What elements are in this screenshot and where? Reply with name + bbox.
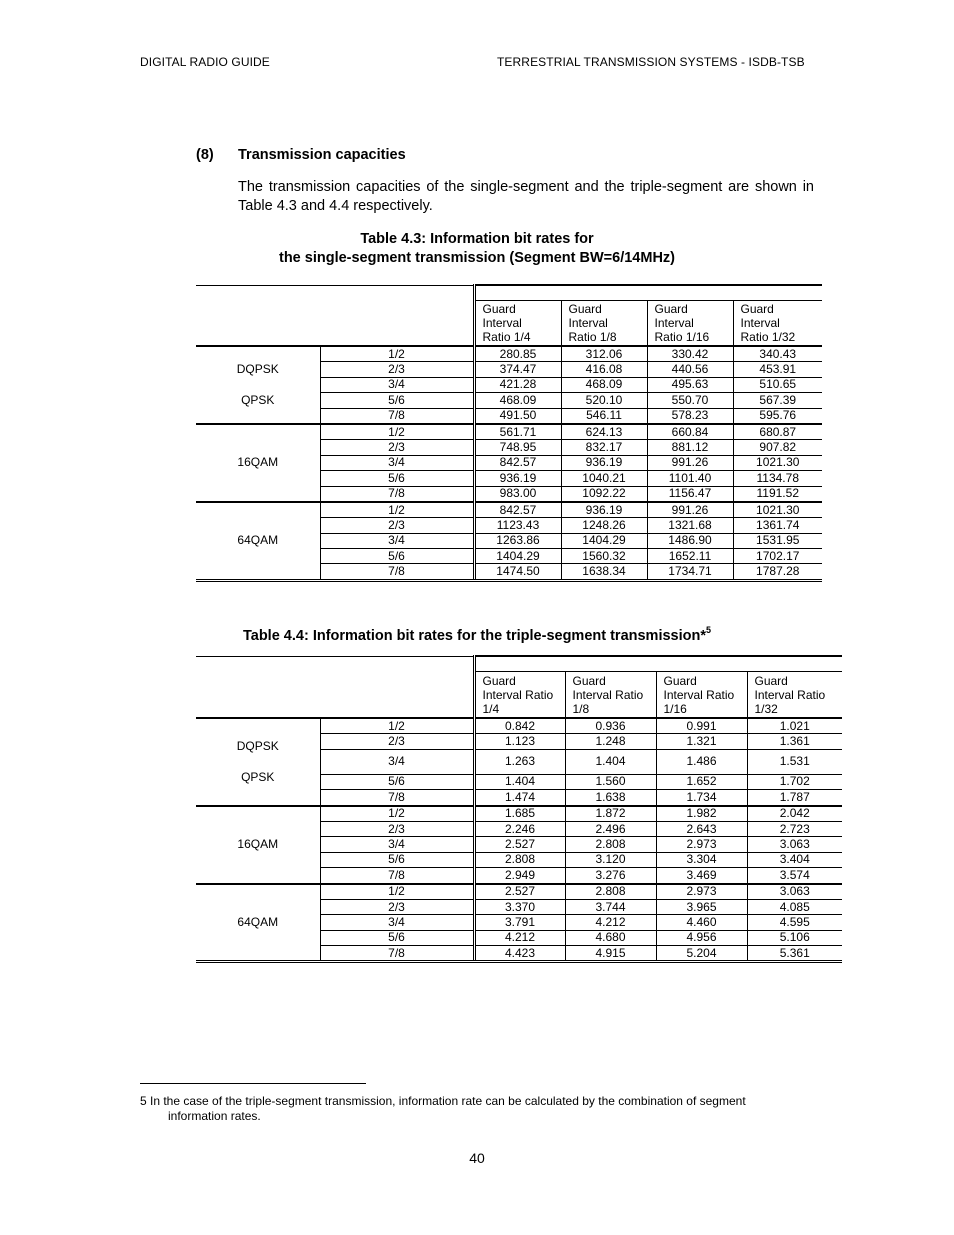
rate-value-cell: 1652.11: [647, 549, 733, 564]
rate-value-cell: 1.123: [474, 734, 565, 749]
rate-value-cell: 3.304: [656, 852, 747, 867]
rate-value-cell: 748.95: [474, 440, 561, 455]
header-carrier-modulation: [196, 656, 320, 718]
guard-interval-header-line: Guard: [482, 302, 516, 316]
guard-interval-header-line: 1/8: [572, 701, 590, 716]
modulation-label: DQPSK: [236, 361, 279, 376]
rate-value-cell: 832.17: [561, 440, 647, 455]
rate-value-cell: 468.09: [561, 377, 647, 392]
header-row: [196, 285, 822, 301]
header-information-rates: [474, 656, 842, 672]
guard-interval-header-line: Interval Ratio: [663, 687, 735, 702]
rate-value-cell: 3.276: [565, 868, 656, 884]
guard-interval-header-line: Guard: [568, 302, 602, 316]
footnote-separator: [140, 1083, 366, 1084]
modulation-spacer: [196, 753, 320, 771]
convolutional-code-cell: 3/4: [320, 533, 474, 548]
rate-value-cell: 991.26: [647, 502, 733, 518]
modulation-label: 64QAM: [237, 914, 279, 929]
guard-interval-header: [474, 672, 565, 719]
convolutional-code-cell: 1/2: [320, 346, 474, 362]
carrier-modulation-cell: [196, 806, 320, 884]
rate-value-cell: 1321.68: [647, 518, 733, 533]
convolutional-code-cell: 7/8: [320, 790, 474, 806]
rate-value-cell: 3.574: [747, 868, 842, 884]
rate-value-cell: 1404.29: [561, 533, 647, 548]
rate-value-cell: 1101.40: [647, 471, 733, 486]
table-row: [196, 346, 822, 362]
rate-value-cell: 624.13: [561, 424, 647, 440]
section-number: (8): [196, 147, 214, 163]
table-row: [196, 502, 822, 518]
convolutional-code-cell: 7/8: [320, 946, 474, 962]
rate-value-cell: 2.973: [656, 884, 747, 900]
rate-value-cell: 4.460: [656, 915, 747, 930]
guard-interval-header: [733, 301, 822, 347]
modulation-label: QPSK: [241, 769, 275, 784]
rate-value-cell: 1134.78: [733, 471, 822, 486]
rate-value-cell: 1021.30: [733, 502, 822, 518]
rate-value-cell: 0.842: [474, 718, 565, 734]
guard-interval-header-line: 1/16: [663, 701, 687, 716]
guard-interval-header-line: Guard: [754, 673, 788, 688]
rate-value-cell: 3.063: [747, 837, 842, 852]
rate-value-cell: 4.212: [474, 930, 565, 945]
modulation-spacer: [196, 376, 320, 394]
convolutional-code-cell: 3/4: [320, 377, 474, 392]
guard-interval-header-line: Guard: [663, 673, 697, 688]
guard-interval-header-line: 1/32: [754, 701, 778, 716]
rate-value-cell: 2.246: [474, 821, 565, 836]
table-4-4-caption: [0, 621, 954, 646]
table-4-3-caption-line1: Table 4.3: Information bit rates for: [360, 231, 594, 247]
header-carrier-modulation: [196, 285, 320, 346]
convolutional-code-cell: 2/3: [320, 518, 474, 533]
rate-value-cell: 2.973: [656, 837, 747, 852]
convolutional-code-cell: 3/4: [320, 837, 474, 852]
running-header-right: TERRESTRIAL TRANSMISSION SYSTEMS - ISDB-TSB: [497, 55, 805, 69]
rate-value-cell: 1734.71: [647, 564, 733, 580]
carrier-modulation-cell: [196, 718, 320, 806]
table-row: [196, 718, 842, 734]
rate-value-cell: 1.321: [656, 734, 747, 749]
rate-value-cell: 1.404: [565, 749, 656, 774]
guard-interval-header-line: Guard: [654, 302, 688, 316]
modulation-label: QPSK: [241, 392, 275, 407]
guard-interval-header: [474, 301, 561, 347]
rate-value-cell: 1191.52: [733, 486, 822, 502]
rate-value-cell: 2.496: [565, 821, 656, 836]
rate-value-cell: 1156.47: [647, 486, 733, 502]
rate-value-cell: 374.47: [474, 362, 561, 377]
guard-interval-header-line: 1/4: [482, 701, 500, 716]
rate-value-cell: 842.57: [474, 502, 561, 518]
rate-value-cell: 468.09: [474, 393, 561, 408]
rate-value-cell: 2.808: [474, 852, 565, 867]
rate-value-cell: 567.39: [733, 393, 822, 408]
convolutional-code-cell: 2/3: [320, 362, 474, 377]
modulation-label: 16QAM: [237, 837, 279, 852]
rate-value-cell: 1.021: [747, 718, 842, 734]
rate-value-cell: 4.085: [747, 899, 842, 914]
carrier-modulation-cell: [196, 502, 320, 580]
convolutional-code-cell: 5/6: [320, 471, 474, 486]
rate-value-cell: 936.19: [561, 502, 647, 518]
rate-value-cell: 936.19: [561, 455, 647, 470]
carrier-modulation-cell: [196, 884, 320, 962]
rate-value-cell: 1702.17: [733, 549, 822, 564]
rate-value-cell: 0.991: [656, 718, 747, 734]
convolutional-code-cell: 5/6: [320, 852, 474, 867]
guard-interval-header-line: Interval: [740, 316, 780, 330]
rate-value-cell: 3.120: [565, 852, 656, 867]
convolutional-code-cell: 3/4: [320, 749, 474, 774]
page-number: 40: [469, 1150, 485, 1166]
rate-value-cell: 1021.30: [733, 455, 822, 470]
section-heading: [196, 147, 406, 163]
rate-value-cell: 1.361: [747, 734, 842, 749]
table-4-3-caption: [0, 230, 954, 268]
table-row: [196, 424, 822, 440]
rate-value-cell: 3.370: [474, 899, 565, 914]
guard-interval-header-line: Interval Ratio: [754, 687, 826, 702]
convolutional-code-cell: 1/2: [320, 718, 474, 734]
rate-value-cell: 416.08: [561, 362, 647, 377]
rate-value-cell: 5.361: [747, 946, 842, 962]
rate-value-cell: 4.680: [565, 930, 656, 945]
guard-interval-header-line: Ratio 1/32: [740, 330, 796, 344]
rate-value-cell: 983.00: [474, 486, 561, 502]
convolutional-code-cell: 2/3: [320, 899, 474, 914]
guard-interval-header-line: Interval Ratio: [572, 687, 644, 702]
rate-value-cell: 2.527: [474, 884, 565, 900]
convolutional-code-cell: 1/2: [320, 502, 474, 518]
rate-value-cell: 3.791: [474, 915, 565, 930]
rate-value-cell: 1560.32: [561, 549, 647, 564]
rate-value-cell: 421.28: [474, 377, 561, 392]
convolutional-code-cell: 2/3: [320, 440, 474, 455]
convolutional-code-cell: 5/6: [320, 549, 474, 564]
convolutional-code-cell: 1/2: [320, 806, 474, 822]
rate-value-cell: 4.956: [656, 930, 747, 945]
rate-value-cell: 1248.26: [561, 518, 647, 533]
table-4-3-caption-line2: the single-segment transmission (Segment BW=6/14MHz): [278, 250, 675, 266]
rate-value-cell: 4.915: [565, 946, 656, 962]
rate-value-cell: 5.106: [747, 930, 842, 945]
rate-value-cell: 546.11: [561, 408, 647, 424]
convolutional-code-cell: 2/3: [320, 734, 474, 749]
modulation-label: 16QAM: [237, 455, 279, 470]
table-row: [196, 884, 842, 900]
rate-value-cell: 2.949: [474, 868, 565, 884]
rate-value-cell: 1361.74: [733, 518, 822, 533]
header-convolutional-code: [320, 285, 474, 346]
rate-value-cell: 491.50: [474, 408, 561, 424]
rate-value-cell: 520.10: [561, 393, 647, 408]
rate-value-cell: 495.63: [647, 377, 733, 392]
rate-value-cell: 550.70: [647, 393, 733, 408]
modulation-label: 64QAM: [237, 533, 279, 548]
convolutional-code-cell: 7/8: [320, 408, 474, 424]
guard-interval-header-line: Ratio 1/16: [654, 330, 710, 344]
rate-value-cell: 2.808: [565, 837, 656, 852]
rate-value-cell: 2.808: [565, 884, 656, 900]
table-4-4-caption-text: Table 4.4: Information bit rates for the triple-segment transmission*: [242, 628, 706, 644]
section-title: Transmission capacities: [238, 147, 406, 163]
rate-value-cell: 1.982: [656, 806, 747, 822]
guard-interval-header-line: Interval: [654, 316, 694, 330]
rate-value-cell: 907.82: [733, 440, 822, 455]
rate-value-cell: 1474.50: [474, 564, 561, 580]
convolutional-code-cell: 3/4: [320, 455, 474, 470]
rate-value-cell: 680.87: [733, 424, 822, 440]
rate-value-cell: 330.42: [647, 346, 733, 362]
rate-value-cell: 1531.95: [733, 533, 822, 548]
convolutional-code-cell: 5/6: [320, 774, 474, 789]
rate-value-cell: 2.527: [474, 837, 565, 852]
rate-value-cell: 3.469: [656, 868, 747, 884]
rate-value-cell: 1404.29: [474, 549, 561, 564]
rate-value-cell: 1.560: [565, 774, 656, 789]
carrier-modulation-cell: [196, 424, 320, 502]
rate-value-cell: 5.204: [656, 946, 747, 962]
modulation-label: DQPSK: [236, 738, 279, 753]
rate-value-cell: 440.56: [647, 362, 733, 377]
table-4-3: [196, 284, 822, 582]
rate-value-cell: 1263.86: [474, 533, 561, 548]
rate-value-cell: 936.19: [474, 471, 561, 486]
convolutional-code-cell: 7/8: [320, 486, 474, 502]
rate-value-cell: 1.685: [474, 806, 565, 822]
footnote-line1: 5 In the case of the triple-segment transmission, information rate can be calculated by the combination of segment: [140, 1094, 746, 1108]
rate-value-cell: 3.404: [747, 852, 842, 867]
rate-value-cell: 881.12: [647, 440, 733, 455]
rate-value-cell: 3.965: [656, 899, 747, 914]
footnote-marker: 5: [706, 625, 712, 635]
rate-value-cell: 1.486: [656, 749, 747, 774]
header-row: [196, 656, 842, 672]
rate-value-cell: 1.702: [747, 774, 842, 789]
convolutional-code-cell: 3/4: [320, 915, 474, 930]
guard-interval-header-line: Interval: [568, 316, 608, 330]
rate-value-cell: 991.26: [647, 455, 733, 470]
rate-value-cell: 340.43: [733, 346, 822, 362]
rate-value-cell: 1123.43: [474, 518, 561, 533]
rate-value-cell: 1638.34: [561, 564, 647, 580]
rate-value-cell: 595.76: [733, 408, 822, 424]
convolutional-code-cell: 5/6: [320, 393, 474, 408]
rate-value-cell: 2.723: [747, 821, 842, 836]
convolutional-code-cell: 5/6: [320, 930, 474, 945]
running-header-left: DIGITAL RADIO GUIDE: [140, 55, 270, 69]
guard-interval-header-line: Interval Ratio: [482, 687, 554, 702]
rate-value-cell: 312.06: [561, 346, 647, 362]
convolutional-code-cell: 1/2: [320, 424, 474, 440]
convolutional-code-cell: 7/8: [320, 564, 474, 580]
table-row: [196, 806, 842, 822]
rate-value-cell: 561.71: [474, 424, 561, 440]
rate-value-cell: 2.042: [747, 806, 842, 822]
rate-value-cell: 2.643: [656, 821, 747, 836]
rate-value-cell: 4.595: [747, 915, 842, 930]
rate-value-cell: 1.474: [474, 790, 565, 806]
guard-interval-header-line: Guard: [740, 302, 774, 316]
rate-value-cell: 4.423: [474, 946, 565, 962]
rate-value-cell: 660.84: [647, 424, 733, 440]
rate-value-cell: 453.91: [733, 362, 822, 377]
guard-interval-header-line: Ratio 1/4: [482, 330, 531, 344]
rate-value-cell: 280.85: [474, 346, 561, 362]
convolutional-code-cell: 1/2: [320, 884, 474, 900]
rate-value-cell: 1.248: [565, 734, 656, 749]
guard-interval-header: [561, 301, 647, 347]
rate-value-cell: 578.23: [647, 408, 733, 424]
rate-value-cell: 1.638: [565, 790, 656, 806]
table-4-4: [196, 655, 842, 963]
guard-interval-header: [647, 301, 733, 347]
footnote: [140, 1094, 820, 1124]
guard-interval-header-line: Guard: [482, 673, 516, 688]
rate-value-cell: 1.404: [474, 774, 565, 789]
guard-interval-header-line: Interval: [482, 316, 522, 330]
rate-value-cell: 1.787: [747, 790, 842, 806]
rate-value-cell: 1787.28: [733, 564, 822, 580]
rate-value-cell: 842.57: [474, 455, 561, 470]
header-information-rates: [474, 285, 822, 301]
convolutional-code-cell: 2/3: [320, 821, 474, 836]
rate-value-cell: 3.063: [747, 884, 842, 900]
header-convolutional-code: [320, 656, 474, 718]
footnote-line2: information rates.: [168, 1109, 261, 1123]
guard-interval-header: [565, 672, 656, 719]
rate-value-cell: 1.652: [656, 774, 747, 789]
guard-interval-header: [747, 672, 842, 719]
rate-value-cell: 1.531: [747, 749, 842, 774]
convolutional-code-cell: 7/8: [320, 868, 474, 884]
rate-value-cell: 3.744: [565, 899, 656, 914]
guard-interval-header-line: Guard: [572, 673, 606, 688]
rate-value-cell: 1092.22: [561, 486, 647, 502]
rate-value-cell: 510.65: [733, 377, 822, 392]
intro-paragraph: The transmission capacities of the single-segment and the triple-segment are shown in Table 4.3 and 4.4 respectively.: [238, 179, 814, 214]
rate-value-cell: 1.734: [656, 790, 747, 806]
rate-value-cell: 4.212: [565, 915, 656, 930]
rate-value-cell: 1040.21: [561, 471, 647, 486]
rate-value-cell: 0.936: [565, 718, 656, 734]
guard-interval-header-line: Ratio 1/8: [568, 330, 617, 344]
rate-value-cell: 1.872: [565, 806, 656, 822]
carrier-modulation-cell: [196, 346, 320, 424]
rate-value-cell: 1.263: [474, 749, 565, 774]
guard-interval-header: [656, 672, 747, 719]
rate-value-cell: 1486.90: [647, 533, 733, 548]
